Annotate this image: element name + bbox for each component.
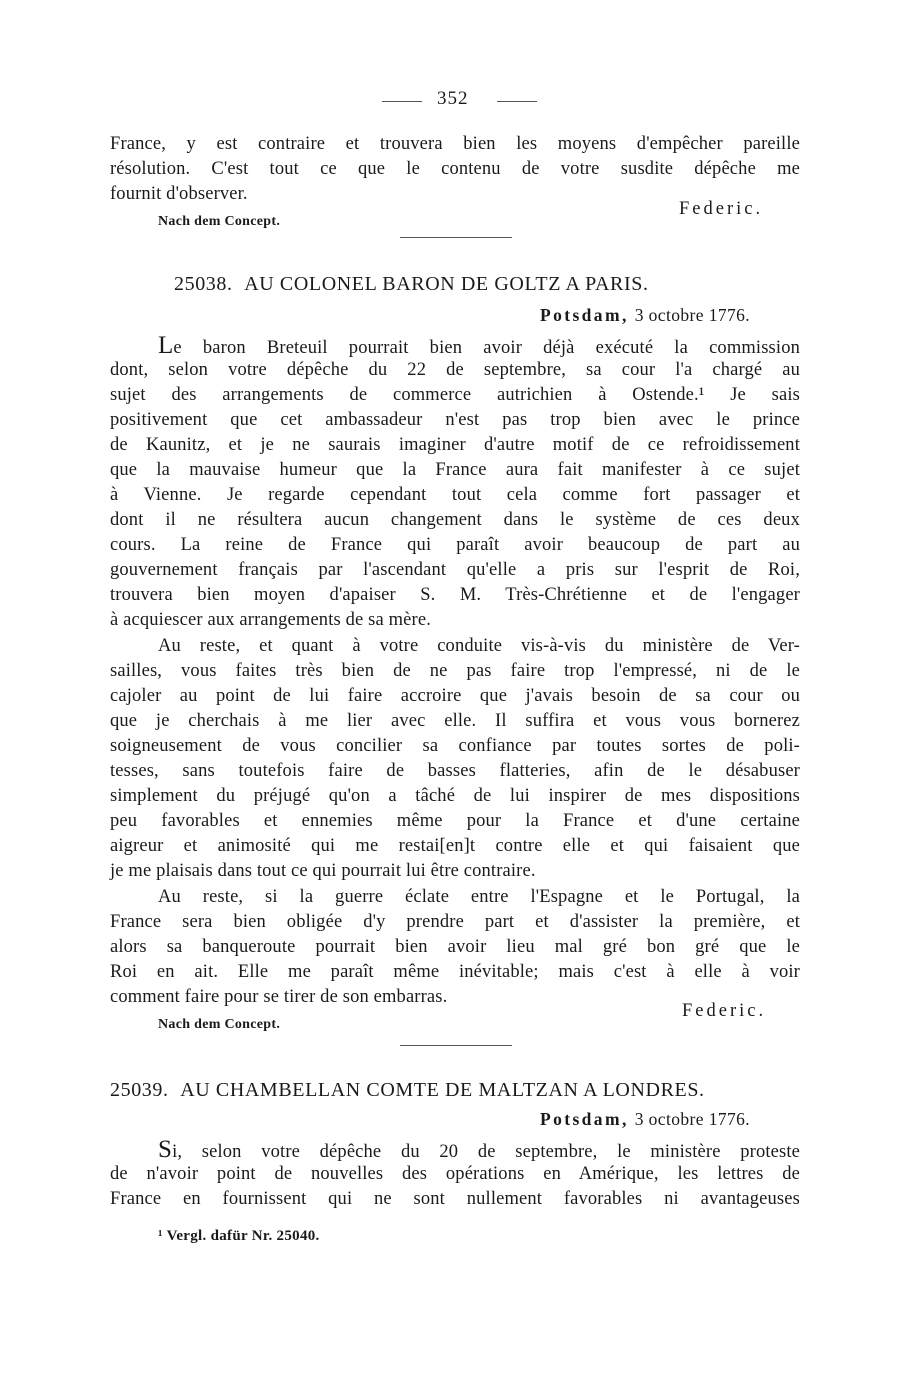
- letter-heading: [110, 1079, 705, 1102]
- body-line: fournit d'observer.: [110, 184, 248, 204]
- body-line: que je cherchais à me lier avec elle. Il suffira et vous vous bornerez: [110, 711, 800, 731]
- body-line: simplement du préjugé qu'on a tâché de lui inspirer de mes dispositions: [110, 786, 800, 806]
- body-line: sailles, vous faites très bien de ne pas faire trop l'empressé, ni de le: [110, 661, 800, 681]
- section-divider: [400, 1045, 512, 1046]
- section-divider: [400, 237, 512, 238]
- body-line: alors sa banqueroute pourrait bien avoir lieu mal gré bon gré que le: [110, 937, 800, 957]
- body-line: dont, selon votre dépêche du 22 de septembre, sa cour l'a chargé au: [110, 360, 800, 380]
- source-note: Nach dem Concept.: [158, 214, 281, 229]
- letter-title: AU CHAMBELLAN COMTE DE MALTZAN A LONDRES.: [180, 1079, 705, 1101]
- body-line: comment faire pour se tirer de son embarras.: [110, 987, 448, 1007]
- source-note: Nach dem Concept.: [158, 1017, 281, 1032]
- signature: Federic.: [682, 1001, 767, 1021]
- body-line: Roi en ait. Elle me paraît même inévitable; mais c'est à elle à voir: [110, 962, 800, 982]
- body-line: trouvera bien moyen d'apaiser S. M. Très-Chrétienne et de l'engager: [110, 585, 800, 605]
- body-line: soigneusement de vous concilier sa confiance par toutes sortes de poli-: [110, 736, 800, 756]
- body-line: à Vienne. Je regarde cependant tout cela comme fort passager et: [110, 485, 800, 505]
- footnote: ¹ Vergl. dafür Nr. 25040.: [158, 1228, 320, 1244]
- body-line: aigreur et animosité qui me restai[en]t contre elle et qui faisaient que: [110, 836, 800, 856]
- letter-number: 25038.: [174, 273, 233, 295]
- body-line: résolution. C'est tout ce que le contenu de votre susdite dépêche me: [110, 159, 800, 179]
- body-line: que la mauvaise humeur que la France aura fait manifester à ce sujet: [110, 460, 800, 480]
- body-line: France, y est contraire et trouvera bien les moyens d'empêcher pareille: [110, 134, 800, 154]
- dateline: [540, 305, 750, 326]
- body-line: peu favorables et ennemies même pour la France et d'une certaine: [110, 811, 800, 831]
- first-line-text: i, selon votre dépêche du 20 de septembre, le ministère proteste: [172, 1142, 800, 1162]
- dateline-place: Potsdam,: [540, 1109, 629, 1129]
- letter-title: AU COLONEL BARON DE GOLTZ A PARIS.: [244, 273, 649, 295]
- letter-heading: [174, 273, 649, 296]
- body-line-first: [158, 1137, 800, 1165]
- page-number: 352: [437, 88, 469, 109]
- dateline-place: Potsdam,: [540, 305, 629, 325]
- body-line: à acquiescer aux arrangements de sa mère.: [110, 610, 431, 630]
- header-rule-left: [382, 101, 422, 102]
- body-line: de n'avoir point de nouvelles des opérations en Amérique, les lettres de: [110, 1164, 800, 1184]
- body-line: France en fournissent qui ne sont nullement favorables ni avantageuses: [110, 1189, 800, 1209]
- header-rule-right: [497, 101, 537, 102]
- body-line: tesses, sans toutefois faire de basses flatteries, afin de le désabuser: [110, 761, 800, 781]
- first-line-text: e baron Breteuil pourrait bien avoir déjà exécuté la commission: [173, 338, 800, 358]
- body-line: Au reste, si la guerre éclate entre l'Espagne et le Portugal, la: [158, 887, 800, 907]
- body-line: sujet des arrangements de commerce autrichien à Ostende.¹ Je sais: [110, 385, 800, 405]
- body-line: de Kaunitz, et je ne saurais imaginer d'autre motif de ce refroidissement: [110, 435, 800, 455]
- body-line: Au reste, et quant à votre conduite vis-à-vis du ministère de Ver-: [158, 636, 800, 656]
- body-line: gouvernement français par l'ascendant qu'elle a pris sur l'esprit de Roi,: [110, 560, 800, 580]
- body-line: cajoler au point de lui faire accroire que j'avais besoin de sa cour ou: [110, 686, 800, 706]
- letter-number: 25039.: [110, 1079, 169, 1101]
- body-line: positivement que cet ambassadeur n'est pas trop bien avec le prince: [110, 410, 800, 430]
- body-line: dont il ne résultera aucun changement dans le système de ces deux: [110, 510, 800, 530]
- signature: Federic.: [679, 199, 764, 219]
- body-line: cours. La reine de France qui paraît avoir beaucoup de part au: [110, 535, 800, 555]
- dateline: [540, 1109, 750, 1130]
- body-line: France sera bien obligée d'y prendre part et d'assister la première, et: [110, 912, 800, 932]
- dateline-date: 3 octobre 1776.: [634, 305, 751, 325]
- drop-cap: L: [158, 332, 174, 359]
- dateline-date: 3 octobre 1776.: [634, 1109, 751, 1129]
- drop-cap: S: [158, 1136, 173, 1163]
- body-line-first: [158, 333, 800, 361]
- body-line: je me plaisais dans tout ce qui pourrait lui être contraire.: [110, 861, 536, 881]
